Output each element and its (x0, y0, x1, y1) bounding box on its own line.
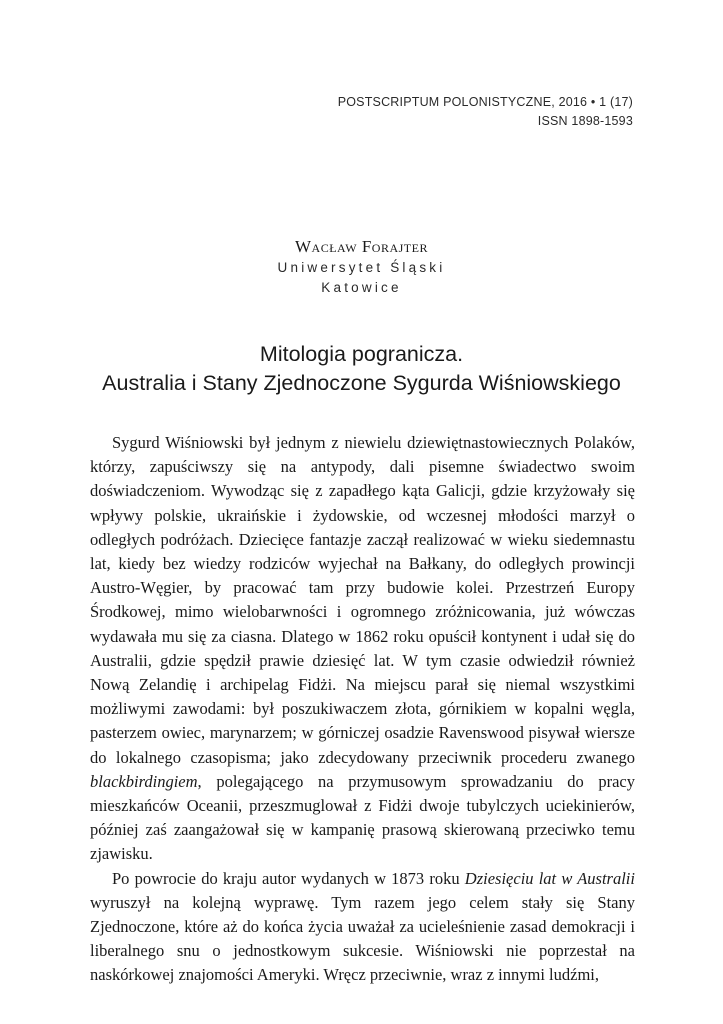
paragraph-2-text-b: wyruszył na kolejną wyprawę. Tym razem jego celem stały się Stany Zjednoczone, które aż do końca życia uważał za ucieleśnienie zasad demokracji i liberalnego snu o jednostkowym sukcesie. Wiśniowski nie poprzestał na naskórkowej znajomości Ameryki. Wręcz przeciwnie, wraz z innymi ludźmi, (90, 892, 635, 985)
author-affiliation: Uniwersytet Śląski (277, 260, 446, 275)
author-name: Wacław Forajter (295, 237, 428, 256)
paragraph-1-italic-term: blackbirdingiem (90, 771, 198, 791)
paragraph-2-text-a: Po powrocie do kraju autor wydanych w 1873 roku (112, 868, 465, 888)
article-body (90, 431, 635, 988)
paragraph-1-text-a: Sygurd Wiśniowski był jednym z niewielu dziewiętnastowiecznych Polaków, którzy, zapuściwszy się na antypody, dali pisemne świadectwo swoim doświadczeniom. Wywodząc się z zapadłego kąta Galicji, gdzie krzyżowały się wpływy polskie, ukraińskie i żydowskie, od wczesnej młodości marzył o odległych podróżach. Dziecięce fantazje zaczął realizować w wieku siedemnastu lat, kiedy bez wiedzy rodziców wyjechał na Bałkany, do odległych prowincji Austro-Węgier, by pracować tam przy budowie kolei. Przestrzeń Europy Środkowej, mimo wielobarwności i ogromnego zróżnicowania, już wówczas wydawała mu się za ciasna. Dlatego w 1862 roku opuścił kontynent i udał się do Australii, gdzie spędził prawie dziesięć lat. W tym czasie odwiedził również Nową Zelandię i archipelag Fidżi. Na miejscu parał się niemal wszystkimi możliwymi zawodami: był poszukiwaczem złota, górnikiem w kopalni węgla, pasterzem owiec, marynarzem; w górniczej osadzie Ravenswood pisywał wiersze do lokalnego czasopisma; jako zdecydowany przeciwnik procederu zwanego (90, 433, 635, 767)
journal-line: POSTSCRIPTUM POLONISTYCZNE, 2016 • 1 (17) (337, 95, 633, 109)
author-block (0, 236, 723, 298)
article-title (0, 340, 723, 398)
paragraph-1-text-b: , polegającego na przymusowym sprowadzaniu do pracy mieszkańców Oceanii, przeszmuglował z Fidżi dwoje tubylczych uciekinierów, później zaś zaangażował się w kampanię prasową skierowaną przeciwko temu zjawisku. (90, 771, 635, 864)
title-line-1: Mitologia pogranicza. (259, 342, 464, 366)
title-line-2: Australia i Stany Zjednoczone Sygurda Wiśniowskiego (102, 371, 621, 395)
paragraph-2 (90, 867, 635, 988)
paragraph-1 (90, 431, 635, 867)
paragraph-2-italic-title: Dziesięciu lat w Australii (464, 868, 635, 888)
issn-line: ISSN 1898-1593 (537, 114, 633, 128)
author-city: Katowice (321, 280, 402, 295)
running-header (338, 93, 633, 131)
